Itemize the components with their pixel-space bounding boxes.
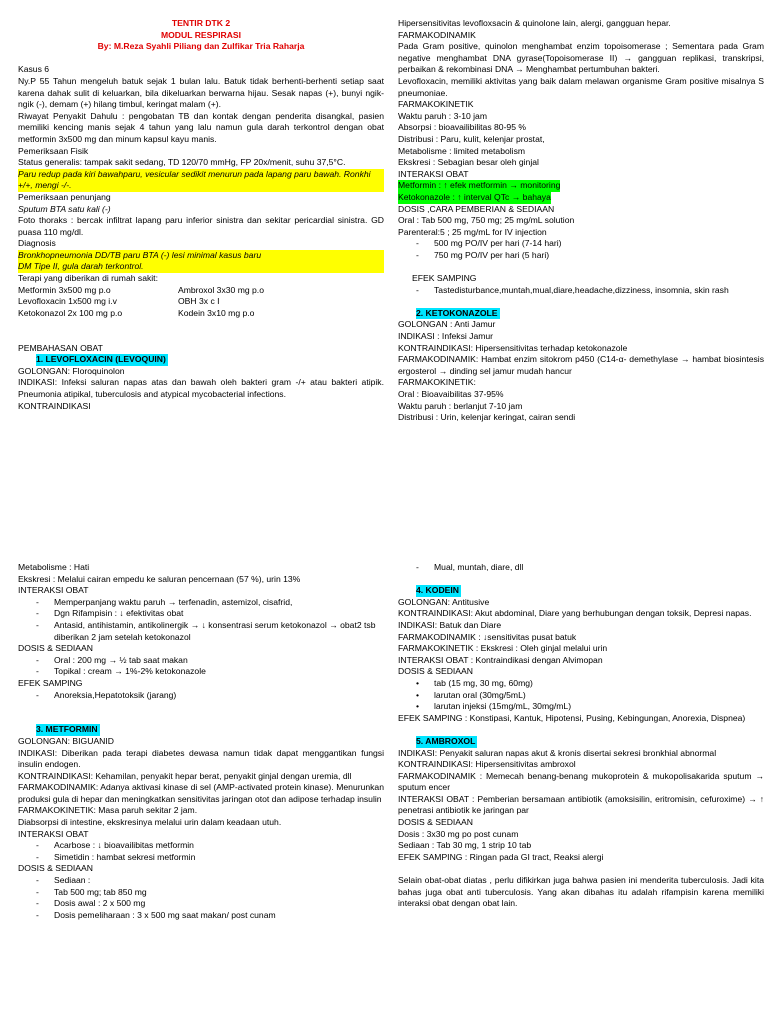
- left-top-line: MODUL RESPIRASI: [160, 29, 242, 40]
- left-bottom-line: - Dosis pemeliharaan : 3 x 500 mg saat makan/ post cunam: [18, 910, 384, 922]
- left-bottom-line: INDIKASI: Diberikan pada terapi diabetes dewasa namun tidak dapat menggantikan fungsi insulin endogen.: [18, 747, 384, 770]
- right-top-line: KONTRAINDIKASI: Hipersensitivitas terhadap ketokonazole: [398, 342, 628, 353]
- right-bottom-line: Dosis : 3x30 mg po post cunam: [398, 828, 519, 839]
- right-column-top: [398, 18, 764, 424]
- right-bottom-line: KONTRAINDIKASI: Akut abdominal, Diare yang berhubungan dengan toksik, Depresi napas.: [398, 608, 752, 619]
- left-top-line: Riwayat Penyakit Dahulu : pengobatan TB dan kontak dengan penderita disangkal, pasien memiliki kencing manis sejak 4 tahun yang lalu namun gula darah terkontrol dengan obat metformin 3x500 mg dan minum kapsul kayu manis.: [18, 110, 384, 144]
- left-bottom-line: [18, 701, 384, 713]
- right-top-line: Levofloxacin, memiliki aktivitas yang baik dalam melawan organisme Gram positive misalnya S pneumoniae.: [398, 75, 764, 98]
- right-top-line: GOLONGAN : Anti Jamur: [398, 319, 496, 330]
- right-bottom-line: [398, 574, 764, 586]
- right-top-line: - 500 mg PO/IV per hari (7-14 hari): [398, 238, 764, 250]
- left-bottom-line: 3. METFORMIN: [36, 724, 98, 735]
- left-top-line: Ny.P 55 Tahun mengeluh batuk sejak 1 bulan lalu. Batuk tidak berhenti-berhenti setiap saat karena dahak sulit di keluarkan, bila dikeluarkan berwarna hijau. Sesak napas (+), bunyi ngik-ngik (-), demam (+) hilang timbul, keringat malam (+).: [18, 75, 384, 110]
- left-top-line: Status generalis: tampak sakit sedang, TD 120/70 mmHg, FP 20x/menit, suhu 37,5°C.: [18, 157, 346, 168]
- right-top-line: Absorpsi : bioavailibilitas 80-95 %: [398, 122, 527, 133]
- left-bottom-line: FARMAKODINAMIK: Adanya aktivasi kinase di sel (AMP-activated protein kinase). Menurunkan produksi gula di hepar dan meningkatkan sensitivitas jaringan otot dan adipose terhadap insulin: [18, 782, 384, 804]
- left-bottom-line: GOLONGAN: BIGUANID: [18, 735, 114, 746]
- left-top-line: By: M.Reza Syahli Piliang dan Zulfikar Tria Raharja: [97, 41, 305, 52]
- left-bottom-line: - Sediaan :: [18, 875, 384, 887]
- therapy-cell: Ketokonazol 2x 100 mg p.o: [18, 307, 123, 318]
- right-bottom-line: [398, 724, 764, 736]
- right-bottom-line: EFEK SAMPING : Konstipasi, Kantuk, Hipotensi, Pusing, Kebingungan, Anorexia, Dispnea): [398, 712, 746, 723]
- right-bottom-line: [398, 863, 764, 875]
- left-top-line: [18, 53, 384, 65]
- left-bottom-line: INTERAKSI OBAT: [18, 828, 89, 839]
- right-bottom-line: • larutan injeksi (15mg/mL, 30mg/mL): [398, 701, 764, 713]
- left-mid-line: [18, 319, 384, 331]
- left-top-line: DM Tipe II, gula darah terkontrol.: [18, 261, 384, 273]
- left-bottom-line: - Dgn Rifampisin : ↓ efektivitas obat: [18, 608, 384, 620]
- therapy-row: [18, 285, 384, 297]
- right-top-line: Waktu paruh : 3-10 jam: [398, 110, 488, 121]
- therapy-cell: Levofloxacin 1x500 mg i.v: [18, 296, 117, 307]
- therapy-row: [18, 296, 384, 308]
- left-top-line: Pemeriksaan Fisik: [18, 145, 89, 156]
- left-bottom-line: EFEK SAMPING: [18, 677, 83, 688]
- left-top-line: Sputum BTA satu kali (-): [18, 203, 111, 214]
- right-top-line: INTERAKSI OBAT: [398, 168, 469, 179]
- left-bottom-line: [18, 713, 384, 725]
- left-mid-line: [18, 331, 384, 343]
- right-bottom-line: DOSIS & SEDIAAN: [398, 817, 473, 828]
- right-top-line: INDIKASI : Infeksi Jamur: [398, 331, 494, 342]
- left-bottom-line: - Acarbose : ↓ bioavailibitas metformin: [18, 840, 384, 852]
- right-bottom-line: INTERAKSI OBAT : Kontraindikasi dengan Alvimopan: [398, 654, 603, 665]
- right-top-line: Waktu paruh : berlanjut 7-10 jam: [398, 400, 523, 411]
- left-top-line: Foto thoraks : bercak infiltrat lapang paru inferior sinistra dan sekitar pericardial sinistra. GD puasa 110 mg/dl.: [18, 215, 384, 237]
- therapy-cell: Metformin 3x500 mg p.o: [18, 284, 111, 295]
- left-bottom-line: - Tab 500 mg; tab 850 mg: [18, 887, 384, 899]
- right-top-line: FARMAKODINAMIK: Hambat enzim sitokrom p450 (C14-α- demethylase → hambat biosintesis ergosterol → dinding sel jamur mudah hancur: [398, 354, 764, 376]
- left-bottom-line: DOSIS & SEDIAAN: [18, 863, 93, 874]
- left-mid-line: INDIKASI: Infeksi saluran napas atas dan bawah oleh bakteri gram -/+ atau bakteri atipik. Pneumonia atipikal, tuberculosis and atypical mycobacterial infections.: [18, 377, 384, 399]
- right-bottom-line: - Mual, muntah, diare, dll: [398, 562, 764, 574]
- left-top-line: Kasus 6: [18, 64, 50, 75]
- right-bottom-line: FARMAKODINAMIK : Memecah benang-benang mukoprotein & mukopolisakarida sputum → sputum encer: [398, 770, 764, 793]
- right-top-line: DOSIS ,CARA PEMBERIAN & SEDIAAN: [398, 203, 555, 214]
- left-mid-line: KONTRAINDIKASI: [18, 400, 91, 411]
- left-bottom-line: Diabsorpsi di intestine, ekskresinya melalui urin dalam keadaan utuh.: [18, 817, 282, 828]
- left-bottom-line: - Anoreksia,Hepatotoksik (jarang): [18, 690, 384, 702]
- right-bottom-line: Sediaan : Tab 30 mg, 1 strip 10 tab: [398, 840, 532, 851]
- right-bottom-line: EFEK SAMPING : Ringan pada GI tract, Reaksi alergi: [398, 851, 604, 862]
- left-top-line: Pemeriksaan penunjang: [18, 191, 111, 202]
- left-bottom-line: INTERAKSI OBAT: [18, 585, 89, 596]
- left-top-line: Diagnosis: [18, 238, 56, 249]
- right-top-line: Hipersensitivitas levofloxsacin & quinolone lain, alergi, gangguan hepar.: [398, 18, 671, 28]
- left-top-line: Bronkhopneumonia DD/TB paru BTA (-) lesi minimal kasus baru: [18, 250, 384, 262]
- right-top-line: Pada Gram positive, quinolon menghambat enzim topoisomerase ; Sementara pada Gram negative menghambat DNA gyrase(Topoisomerase II) → gangguan replikasi, transkripsi, perbaikan & rekombinasi DNA → Menghambat pertumbuhan bakteri.: [398, 41, 764, 75]
- left-column-top: [18, 18, 384, 412]
- left-bottom-line: - Topikal : cream → 1%-2% ketokonazole: [18, 666, 384, 678]
- left-bottom-line: - Oral : 200 mg → ½ tab saat makan: [18, 655, 384, 667]
- right-top-line: Metabolisme : limited metabolism: [398, 145, 526, 156]
- left-bottom-line: - Memperpanjang waktu paruh → terfenadin, astemizol, cisafrid,: [18, 597, 384, 609]
- right-top-line: EFEK SAMPING: [412, 273, 477, 284]
- therapy-cell: Ambroxol 3x30 mg p.o: [178, 284, 264, 295]
- right-bottom-line: INTERAKSI OBAT : Pemberian bersamaan antibiotik (amoksisilin, eritromisin, cefuroxime) → ↑ penetrasi antibiotik ke jaringan par: [398, 793, 764, 816]
- left-bottom-line: FARMAKOKINETIK: Masa paruh sekitar 2 jam.: [18, 805, 198, 816]
- left-mid-line: PEMBAHASAN OBAT: [18, 342, 103, 353]
- left-bottom-line: - Dosis awal : 2 x 500 mg: [18, 898, 384, 910]
- right-top-line: Oral : Bioavaibilitas 37-95%: [398, 389, 504, 399]
- left-bottom-line: Ekskresi : Melalui cairan empedu ke saluran pencernaan (57 %), urin 13%: [18, 573, 301, 584]
- right-bottom-line: FARMAKODINAMIK : ↓sensitivitas pusat batuk: [398, 631, 577, 642]
- left-bottom-line: DOSIS & SEDIAAN: [18, 643, 93, 654]
- right-bottom-line: INDIKASI: Penyakit saluran napas akut & kronis disertai sekresi bronkhial abnormal: [398, 747, 717, 758]
- right-top-line: Ekskresi : Sebagian besar oleh ginjal: [398, 157, 539, 168]
- left-column-bottom: [18, 562, 384, 921]
- right-top-line: Distribusi : Urin, kelenjar keringat, cairan sendi: [398, 412, 576, 423]
- left-top-line: Paru redup pada kiri bawahparu, vesicular sedikit menurun pada lapang paru bawah. Ronkhi +/+, mengi -/-.: [18, 169, 384, 192]
- left-bottom-line: - Simetidin : hambat sekresi metformin: [18, 852, 384, 864]
- right-bottom-line: DOSIS & SEDIAAN: [398, 666, 473, 677]
- right-bottom-line: KONTRAINDIKASI: Hipersensitivitas ambroxol: [398, 759, 576, 770]
- right-top-line: - 750 mg PO/IV per hari (5 hari): [398, 250, 764, 262]
- right-top-line: Distribusi : Paru, kulit, kelenjar prostat,: [398, 133, 545, 144]
- therapy-cell: OBH 3x c I: [178, 296, 220, 307]
- right-bottom-line: Selain obat-obat diatas , perlu difikirkan juga bahwa pasien ini menderita tuberculosis. Jadi kita bahas juga obat anti tuberculosis. Yang akan dibahas itu adalah rifampisin karena memiliki interaksi obat dengan obat lain.: [398, 875, 764, 909]
- right-top-line: [398, 296, 764, 308]
- right-top-line: Parenteral:5 ; 25 mg/mL for IV injection: [398, 226, 547, 237]
- right-bottom-line: INDIKASI: Batuk dan Diare: [398, 619, 502, 630]
- right-top-line: - Tastedisturbance,muntah,mual,diare,headache,dizziness, insomnia, skin rash: [398, 285, 764, 297]
- right-column-bottom: [398, 562, 764, 910]
- right-top-line: [398, 261, 764, 273]
- right-top-line: 2. KETOKONAZOLE: [416, 307, 498, 318]
- therapy-row: [18, 308, 384, 320]
- right-bottom-line: GOLONGAN: Antitusive: [398, 596, 490, 607]
- right-bottom-line: • tab (15 mg, 30 mg, 60mg): [398, 678, 764, 690]
- left-top-line: TENTIR DTK 2: [171, 18, 231, 28]
- right-bottom-line: • larutan oral (30mg/5mL): [398, 690, 764, 702]
- right-bottom-line: 5. AMBROXOL: [416, 735, 476, 746]
- right-top-line: FARMAKODINAMIK: [398, 29, 476, 40]
- left-mid-line: GOLONGAN: Floroquinolon: [18, 365, 125, 376]
- right-top-line: Ketokonazole : ↑ interval QTc → bahaya: [398, 191, 551, 202]
- right-top-line: Metformin : ↑ efek metformin → monitoring: [398, 180, 561, 191]
- right-top-line: FARMAKOKINETIK: [398, 99, 474, 110]
- left-mid-line: 1. LEVOFLOXACIN (LEVOQUIN): [36, 354, 166, 365]
- left-bottom-line: Metabolisme : Hati: [18, 562, 90, 572]
- left-bottom-line: KONTRAINDIKASI: Kehamilan, penyakit hepar berat, penyakit ginjal dengan uremia, dll: [18, 770, 352, 781]
- right-bottom-line: 4. KODEIN: [416, 585, 459, 596]
- therapy-cell: Kodein 3x10 mg p.o: [178, 307, 255, 318]
- right-top-line: FARMAKOKINETIK:: [398, 377, 476, 388]
- right-bottom-line: FARMAKOKINETIK : Ekskresi : Oleh ginjal melalui urin: [398, 643, 608, 654]
- right-top-line: Oral : Tab 500 mg, 750 mg; 25 mg/mL solution: [398, 215, 575, 226]
- left-bottom-line: - Antasid, antihistamin, antikolinergik → ↓ konsentrasi serum ketokonazol → obat2 tsb diberikan 2 jam setelah ketokonazol: [18, 620, 384, 643]
- left-top-line: Terapi yang diberikan di rumah sakit:: [18, 273, 158, 284]
